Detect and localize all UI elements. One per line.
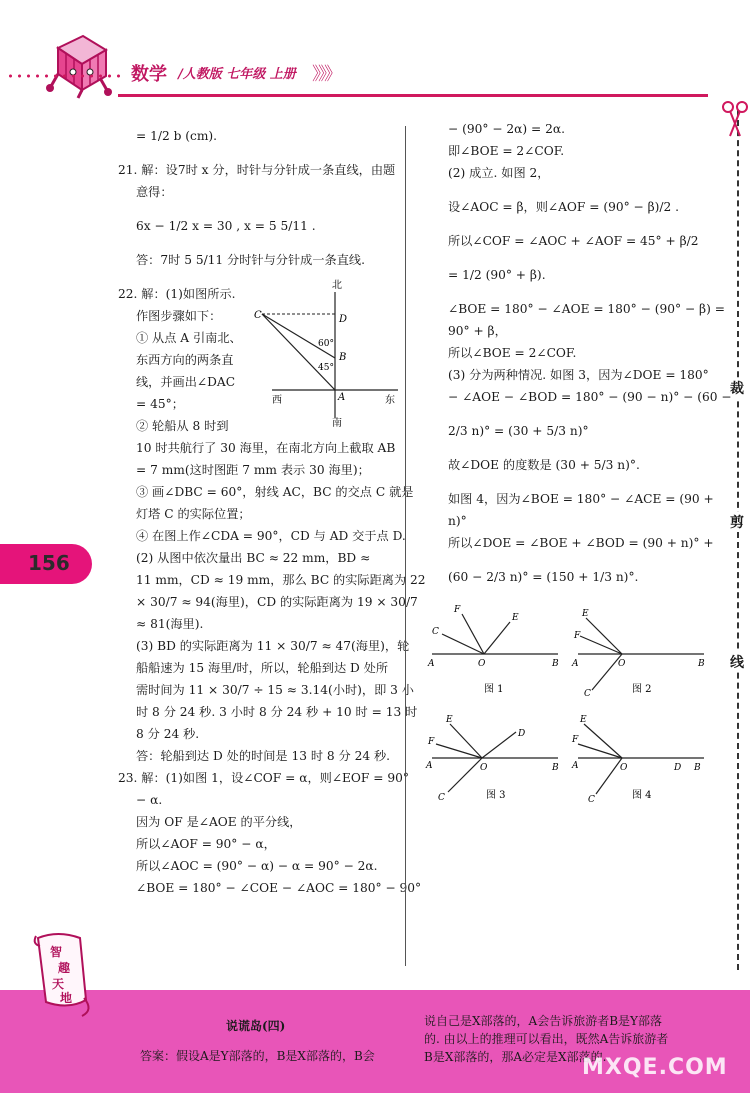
point-a-label: A: [338, 392, 346, 403]
header-dots: [6, 74, 124, 78]
text-line: 东西方向的两条直: [136, 353, 234, 367]
text-line: 23. 解：(1)如图 1，设∠COF = α，则∠EOF = 90°: [118, 771, 409, 785]
fig1-label-f: F: [454, 605, 461, 615]
page-number: 156: [28, 551, 70, 575]
text-line: 90° + β，: [448, 324, 507, 338]
text-line: = 7 mm(这时图距 7 mm 表示 30 海里)；: [136, 463, 370, 477]
fig2-caption: 图 2: [632, 684, 652, 695]
fig1-label-o: O: [478, 659, 486, 669]
text-line: 作图步骤如下：: [136, 309, 222, 323]
text-line: 答：7时 5 5/11 分时针与分针成一条直线.: [136, 253, 365, 267]
text-line: 8 分 24 秒.: [136, 727, 200, 741]
text-line: 如图 4，因为∠BOE = 180° − ∠ACE = (90 +: [448, 492, 714, 506]
answer-line-1: 答案：假设A是Y部落的，B是X部落的，B会: [140, 1049, 375, 1063]
angle-45-label: 45°: [318, 363, 334, 373]
text-line: 所以∠AOC = (90° − α) − α = 90° − 2α.: [136, 859, 378, 873]
column-divider: [405, 126, 406, 966]
edition-subtitle: /人教版 七年级 上册: [178, 67, 296, 82]
text-line: 6x − 1/2 x = 30 , x = 5 5/11 .: [136, 219, 316, 233]
fig1-label-e: E: [512, 613, 519, 623]
figure-1: [424, 600, 564, 700]
deco-char-4: 地: [60, 991, 73, 1005]
text-line: (3) BD 的实际距离为 11 × 30/7 ≈ 47(海里)，轮: [136, 639, 410, 653]
text-line: (3) 分为两种情况. 如图 3，因为∠DOE = 180°: [448, 368, 709, 382]
text-line: 故∠DOE 的度数是 (30 + 5/3 n)°.: [448, 458, 640, 472]
angle-60-label: 60°: [318, 339, 334, 349]
text-line: 22. 解：(1)如图所示.: [118, 287, 236, 301]
cut-dashed-line: [737, 110, 739, 970]
cut-label-jian: 剪: [725, 512, 749, 532]
text-line: ∠BOE = 180° − ∠COE − ∠AOC = 180° − 90°: [136, 881, 422, 895]
text-line: = 1/2 (90° + β).: [448, 268, 546, 282]
fig4-label-a: A: [572, 761, 579, 771]
chevron-decoration: 》》》: [312, 64, 339, 85]
fig3-label-f: F: [428, 737, 435, 747]
text-line: 21. 解：设7时 x 分，时针与分针成一条直线，由题: [118, 163, 396, 177]
fig4-label-b: B: [694, 763, 701, 773]
deco-char-3: 天: [52, 977, 65, 991]
text-line: ∠BOE = 180° − ∠AOE = 180° − (90° − β) =: [448, 302, 725, 316]
text-line: ③ 画∠DBC = 60°，射线 AC，BC 的交点 C 就是: [136, 485, 414, 499]
fig4-label-f: F: [572, 735, 579, 745]
text-line: 因为 OF 是∠AOE 的平分线，: [136, 815, 302, 829]
fig3-label-d: D: [518, 729, 526, 739]
fig2-label-f: F: [574, 631, 581, 641]
point-b-label: B: [339, 352, 347, 363]
text-line: 时 8 分 24 秒. 3 小时 8 分 24 秒 + 10 时 = 13 时: [136, 705, 418, 719]
watermark: MXQE.COM: [582, 1055, 728, 1080]
text-line: n)°: [448, 514, 467, 528]
scroll-decoration-icon: [28, 930, 98, 1030]
text-line: ④ 在图上作∠CDA = 90°，CD 与 AD 交于点 D.: [136, 529, 406, 543]
text-line: 2/3 n)° = (30 + 5/3 n)°: [448, 424, 589, 438]
text-line: × 30/7 ≈ 94(海里)，CD 的实际距离为 19 × 30/7: [136, 595, 418, 609]
text-line: 10 时共航行了 30 海里，在南北方向上截取 AB: [136, 441, 396, 455]
subject-title: 数学: [131, 64, 167, 85]
fig4-label-c: C: [588, 795, 595, 805]
text-line: 需时间为 11 × 30/7 ÷ 15 ≈ 3.14(小时)，即 3 小: [136, 683, 414, 697]
deco-char-1: 智: [50, 945, 63, 959]
fig4-label-o: O: [620, 763, 628, 773]
fig1-label-b: B: [552, 659, 559, 669]
answer-line-4: B是X部落的，那A必定是X部落的.: [424, 1050, 607, 1064]
west-label: 西: [272, 395, 282, 406]
text-line: (2) 成立. 如图 2，: [448, 166, 550, 180]
deco-char-2: 趣: [58, 961, 71, 975]
text-line: 线，并画出∠DAC: [136, 375, 236, 389]
fig4-label-d: D: [674, 763, 682, 773]
fig2-label-c: C: [584, 689, 591, 699]
text-line: (60 − 2/3 n)° = (150 + 1/3 n)°.: [448, 570, 639, 584]
figure-2: [570, 600, 710, 700]
point-c-label: C: [254, 310, 262, 321]
text-line: 所以∠AOF = 90° − α，: [136, 837, 276, 851]
story-title: 说谎岛(四): [226, 1019, 286, 1033]
fig3-label-b: B: [552, 763, 559, 773]
text-line: 船船速为 15 海里/时，所以，轮船到达 D 处所: [136, 661, 389, 675]
left-column: [118, 125, 426, 899]
figure-3: [424, 708, 564, 808]
text-line: − ∠AOE − ∠BOD = 180° − (90 − n)° − (60 −: [448, 390, 732, 404]
fig3-label-a: A: [426, 761, 433, 771]
text-line: − (90° − 2α) = 2α.: [448, 122, 565, 136]
text-line: 11 mm，CD ≈ 19 mm，那么 BC 的实际距离为 22: [136, 573, 426, 587]
fig1-caption: 图 1: [484, 684, 504, 695]
fig3-label-o: O: [480, 763, 488, 773]
compass-diagram: [250, 278, 400, 428]
text-line: 即∠BOE = 2∠COF.: [448, 144, 565, 158]
header-rule: [118, 94, 708, 97]
right-column: [416, 118, 732, 588]
east-label: 东: [385, 395, 395, 406]
text-line: 所以∠DOE = ∠BOE + ∠BOD = (90 + n)° +: [448, 536, 714, 550]
fig3-label-e: E: [446, 715, 453, 725]
cube-mascot-icon: [38, 18, 118, 100]
text-line: (2) 从图中依次量出 BC ≈ 22 mm，BD ≈: [136, 551, 371, 565]
fig4-caption: 图 4: [632, 790, 652, 801]
figure-4: [570, 708, 710, 808]
text-line: ≈ 81(海里).: [136, 617, 204, 631]
cut-label-xian: 线: [725, 652, 749, 672]
page-header: [0, 0, 750, 100]
cut-label-cai: 裁: [725, 378, 749, 398]
fig1-label-a: A: [428, 659, 435, 669]
north-label: 北: [332, 280, 342, 291]
south-label: 南: [332, 418, 342, 428]
fig2-label-o: O: [618, 659, 626, 669]
fig3-caption: 图 3: [486, 790, 506, 801]
point-d-label: D: [339, 314, 348, 325]
fig2-label-b: B: [698, 659, 705, 669]
fig3-label-c: C: [438, 793, 445, 803]
text-line: 灯塔 C 的实际位置；: [136, 507, 251, 521]
scissors-icon: [720, 100, 750, 140]
fig1-label-c: C: [432, 627, 439, 637]
answer-line-3: 的. 由以上的推理可以看出，既然A告诉旅游者: [424, 1032, 669, 1046]
fig2-label-e: E: [582, 609, 589, 619]
text-line: 设∠AOC = β，则∠AOF = (90° − β)/2 .: [448, 200, 680, 214]
text-line: = 1/2 b (cm).: [136, 129, 218, 143]
text-line: − α.: [136, 793, 163, 807]
fig2-label-a: A: [572, 659, 579, 669]
text-line: 所以∠COF = ∠AOC + ∠AOF = 45° + β/2: [448, 234, 699, 248]
text-line: 所以∠BOE = 2∠COF.: [448, 346, 577, 360]
text-line: ② 轮船从 8 时到: [136, 419, 229, 433]
fig4-label-e: E: [580, 715, 587, 725]
text-line: 答：轮船到达 D 处的时间是 13 时 8 分 24 秒.: [136, 749, 391, 763]
text-line: 意得：: [136, 185, 173, 199]
text-line: ① 从点 A 引南北、: [136, 331, 242, 345]
text-line: = 45°；: [136, 397, 184, 411]
answer-line-2: 说自己是X部落的，A会告诉旅游者B是Y部落: [424, 1014, 662, 1028]
